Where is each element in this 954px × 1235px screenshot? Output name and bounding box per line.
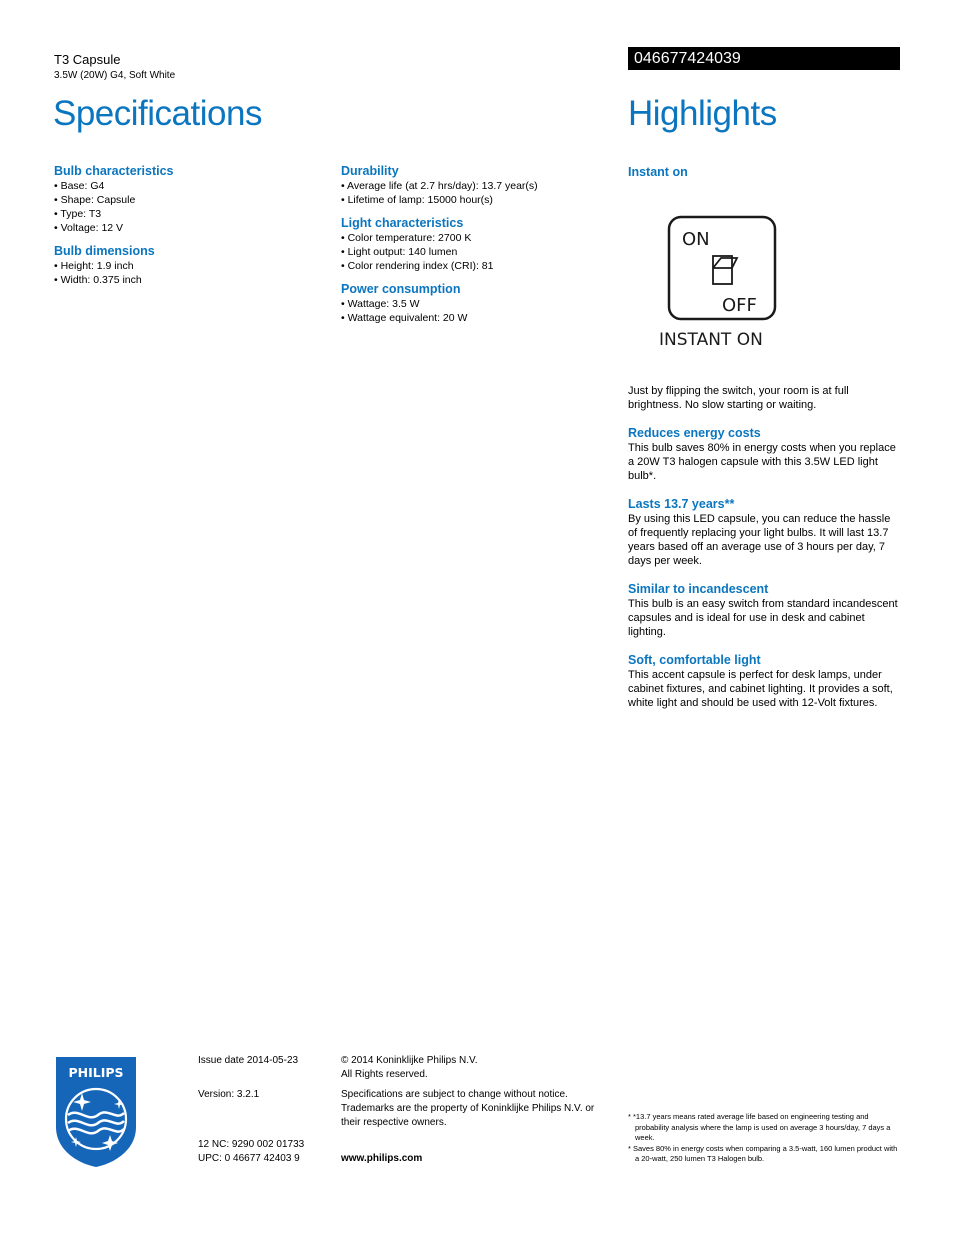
- spec-heading: Bulb dimensions: [54, 244, 155, 258]
- icon-on-label: ON: [682, 229, 710, 250]
- highlight-heading: Similar to incandescent: [628, 582, 769, 596]
- spec-section: [54, 244, 324, 287]
- spec-item: • Base: G4: [54, 179, 324, 193]
- specifications-title: Specifications: [53, 94, 262, 133]
- instant-on-icon: [656, 212, 792, 352]
- rights-reserved: All Rights reserved.: [341, 1069, 428, 1080]
- version: Version: 3.2.1: [198, 1089, 260, 1100]
- product-subtitle: 3.5W (20W) G4, Soft White: [54, 70, 176, 81]
- highlight-item: [628, 497, 900, 568]
- highlights-title: Highlights: [628, 94, 777, 133]
- highlight-item: [628, 426, 900, 483]
- disclaimer: Specifications are subject to change without notice. Trademarks are the property of Koninklijke Philips N.V. or their respective owners.: [341, 1089, 595, 1128]
- spec-list: [341, 179, 611, 207]
- spec-item: • Shape: Capsule: [54, 193, 324, 207]
- spec-list: [54, 179, 324, 235]
- issue-date: Issue date 2014-05-23: [198, 1055, 299, 1066]
- spec-item: • Width: 0.375 inch: [54, 273, 324, 287]
- spec-item: • Type: T3: [54, 207, 324, 221]
- spec-item: • Wattage: 3.5 W: [341, 297, 611, 311]
- highlight-text: This bulb is an easy switch from standard incandescent capsules and is ideal for use in desk and cabinet lighting.: [628, 598, 898, 638]
- specs-right-column: [341, 164, 611, 334]
- spec-item: • Wattage equivalent: 20 W: [341, 311, 611, 325]
- philips-logo: [54, 1055, 138, 1169]
- switch-icon: [713, 256, 737, 284]
- spec-heading: Power consumption: [341, 282, 461, 296]
- icon-off-label: OFF: [722, 295, 757, 316]
- spec-item: • Color temperature: 2700 K: [341, 231, 611, 245]
- specs-left-column: [54, 164, 324, 296]
- upc-number: UPC: 0 46677 42403 9: [198, 1153, 300, 1164]
- nc-number: 12 NC: 9290 002 01733: [198, 1139, 305, 1150]
- spec-section: [341, 216, 611, 273]
- spec-item: • Light output: 140 lumen: [341, 245, 611, 259]
- spec-heading: Durability: [341, 164, 399, 178]
- spec-list: [341, 231, 611, 273]
- spec-list: [54, 259, 324, 287]
- spec-heading: Light characteristics: [341, 216, 464, 230]
- highlight-heading: Lasts 13.7 years**: [628, 497, 735, 511]
- highlight-text-instant-on: Just by flipping the switch, your room is at full brightness. No slow starting or waiting.: [628, 385, 849, 411]
- highlight-text: This bulb saves 80% in energy costs when you replace a 20W T3 halogen capsule with this 3.5W LED light bulb*.: [628, 442, 896, 482]
- spec-section: [54, 164, 324, 235]
- highlight-text: This accent capsule is perfect for desk lamps, under cabinet fixtures, and cabinet lighting. It provides a soft, white light and should be used with 12-Volt fixtures.: [628, 669, 893, 709]
- spec-section: [341, 164, 611, 207]
- spec-section: [341, 282, 611, 325]
- highlight-heading: Reduces energy costs: [628, 426, 761, 440]
- logo-wordmark: PHILIPS: [68, 1065, 124, 1080]
- icon-caption: INSTANT ON: [659, 330, 763, 350]
- highlight-item: [628, 653, 900, 710]
- upc-code-box: 046677424039: [628, 47, 900, 70]
- spec-item: • Height: 1.9 inch: [54, 259, 324, 273]
- highlights-list: [628, 426, 900, 724]
- highlight-text: By using this LED capsule, you can reduce the hassle of frequently replacing your light bulbs. It will last 13.7 years based off an average use of 3 hours per day, 7 days per week.: [628, 513, 891, 567]
- spec-item: • Lifetime of lamp: 15000 hour(s): [341, 193, 611, 207]
- spec-item: • Color rendering index (CRI): 81: [341, 259, 611, 273]
- spec-item: • Average life (at 2.7 hrs/day): 13.7 year(s): [341, 179, 611, 193]
- website-link[interactable]: www.philips.com: [341, 1153, 423, 1164]
- footnotes: [628, 1112, 900, 1165]
- highlight-heading: Soft, comfortable light: [628, 653, 761, 667]
- highlight-heading-instant-on: Instant on: [628, 165, 688, 179]
- copyright: © 2014 Koninklijke Philips N.V.: [341, 1055, 478, 1066]
- spec-list: [341, 297, 611, 325]
- footnote: * Saves 80% in energy costs when comparing a 3.5-watt, 160 lumen product with a 20-watt, 250 lumen T3 Halogen bulb.: [628, 1143, 898, 1163]
- footnote: * *13.7 years means rated average life based on engineering testing and probability analysis where the lamp is used on average 3 hours/day, 7 days a week.: [628, 1112, 891, 1142]
- product-name: T3 Capsule: [54, 52, 121, 67]
- highlight-item: [628, 582, 900, 639]
- spec-heading: Bulb characteristics: [54, 164, 174, 178]
- spec-item: • Voltage: 12 V: [54, 221, 324, 235]
